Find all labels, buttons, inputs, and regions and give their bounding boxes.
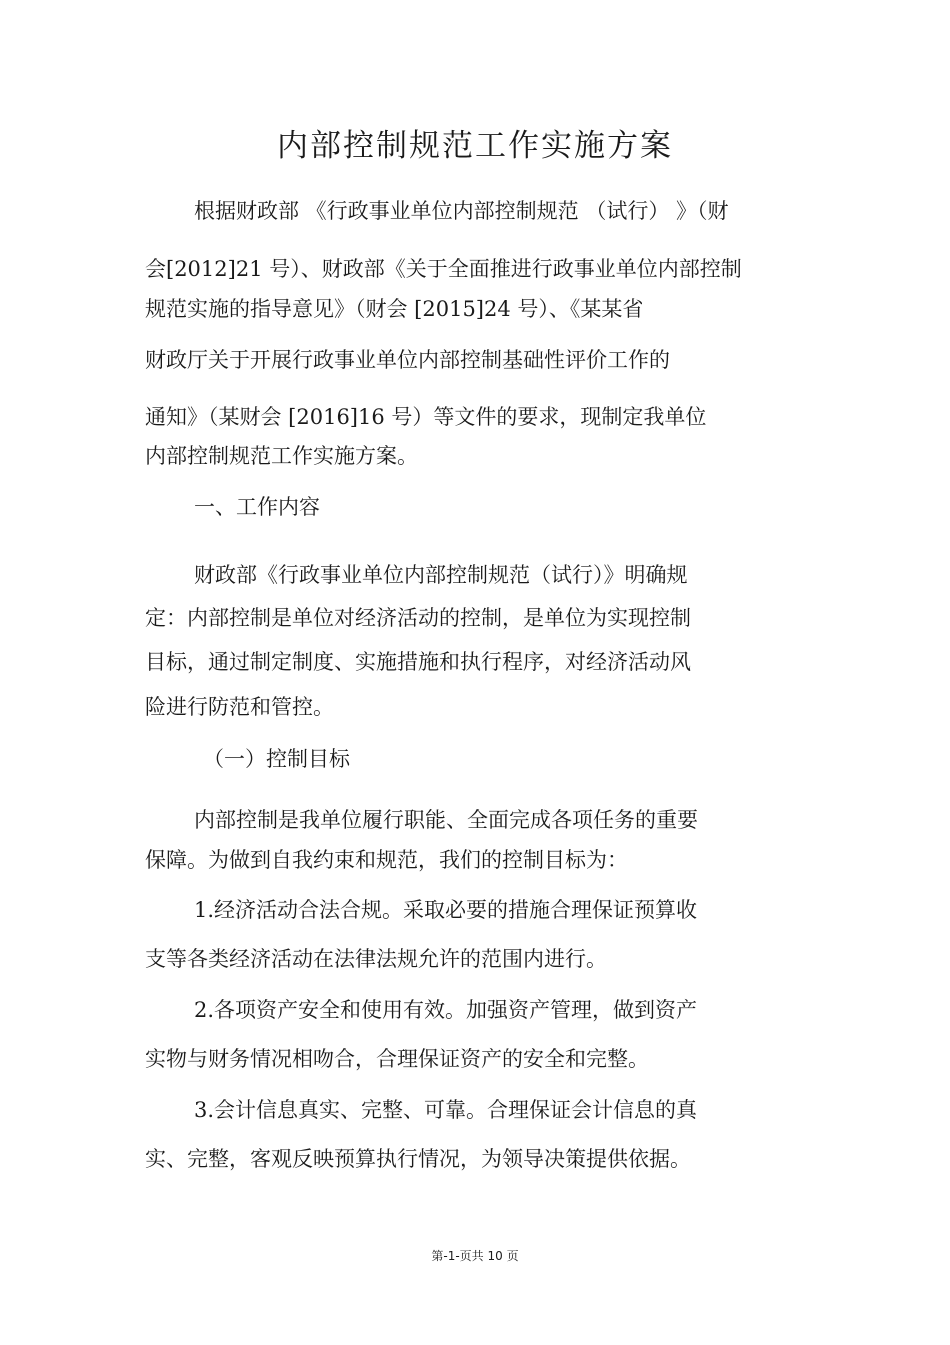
- item1-line-1: 1.经济活动合法合规。采取必要的措施合理保证预算收: [194, 898, 698, 922]
- intro-line-2: 会[2012]21 号）、财政部《关于全面推进行政事业单位内部控制: [145, 257, 742, 281]
- item3-line-2: 实、完整，客观反映预算执行情况，为领导决策提供依据。: [145, 1147, 691, 1171]
- section-heading-work-content: 一、工作内容: [194, 495, 320, 519]
- item1-line-2: 支等各类经济活动在法律法规允许的范围内进行。: [145, 947, 607, 971]
- subsection-heading-control-goals: （一）控制目标: [203, 747, 350, 771]
- section1-line-1: 财政部《行政事业单位内部控制规范（试行）》明确规: [194, 563, 688, 587]
- document-title: 内部控制规范工作实施方案: [277, 128, 673, 164]
- section1-line-4: 险进行防范和管控。: [145, 695, 334, 719]
- intro-line-4: 财政厅关于开展行政事业单位内部控制基础性评价工作的: [145, 348, 670, 372]
- item3-line-1: 3.会计信息真实、完整、可靠。合理保证会计信息的真: [194, 1098, 698, 1122]
- intro-line-1: 根据财政部 《行政事业单位内部控制规范 （试行） 》（财: [194, 199, 729, 223]
- page-footer: 第-1-页共 10 页: [431, 1249, 519, 1263]
- intro-line-3: 规范实施的指导意见》（财会 [2015]24 号）、《某某省: [145, 297, 644, 321]
- intro-line-5: 通知》（某财会 [2016]16 号）等文件的要求，现制定我单位: [145, 405, 707, 429]
- subsection1-line-1: 内部控制是我单位履行职能、全面完成各项任务的重要: [194, 808, 698, 832]
- section1-line-2: 定：内部控制是单位对经济活动的控制，是单位为实现控制: [145, 606, 691, 630]
- section1-line-3: 目标，通过制定制度、实施措施和执行程序，对经济活动风: [145, 650, 691, 674]
- subsection1-line-2: 保障。为做到自我约束和规范，我们的控制目标为：: [145, 848, 628, 872]
- item2-line-2: 实物与财务情况相吻合，合理保证资产的安全和完整。: [145, 1047, 649, 1071]
- item2-line-1: 2.各项资产安全和使用有效。加强资产管理，做到资产: [194, 998, 698, 1022]
- intro-line-6: 内部控制规范工作实施方案。: [145, 444, 418, 468]
